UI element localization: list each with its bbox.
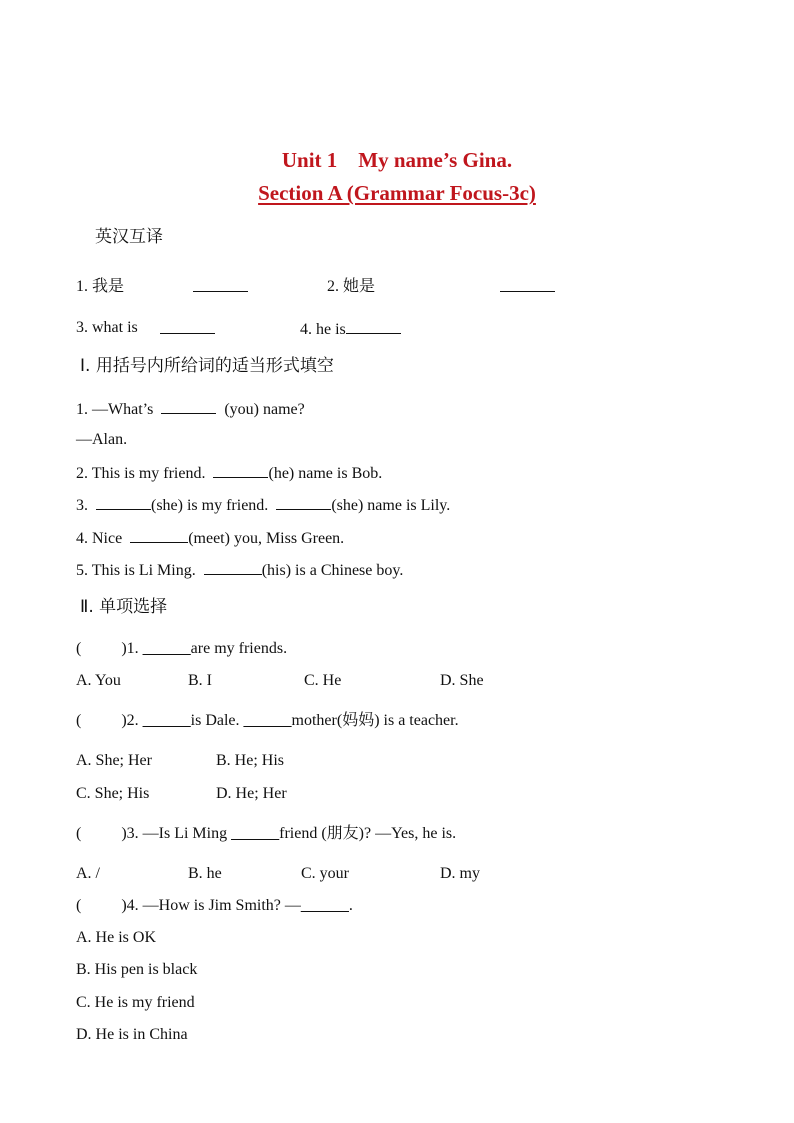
q-text: (she) is my friend.	[151, 497, 269, 514]
option-b[interactable]: B. I	[188, 672, 212, 689]
part2-q4	[76, 896, 353, 916]
option-c[interactable]: C. He is my friend	[76, 994, 195, 1011]
q-text: ) is a teacher.	[374, 712, 459, 729]
item-text: 她是	[343, 276, 376, 295]
option-b[interactable]: B. He; His	[216, 752, 284, 769]
q-text: (his) is a Chinese boy.	[261, 562, 404, 579]
q-text-cn: 朋友	[326, 823, 359, 842]
q-text: 3.	[76, 497, 88, 514]
choice-blank[interactable]: ______	[243, 712, 292, 729]
option-b[interactable]: B. His pen is black	[76, 961, 198, 978]
q-text: 5. This is Li Ming.	[76, 562, 196, 579]
part2-q1	[76, 639, 287, 659]
choice-blank[interactable]: ______	[300, 897, 349, 914]
option-c[interactable]: C. She; His	[76, 785, 150, 802]
vocab-item-3	[76, 318, 138, 338]
item-text: 我是	[92, 276, 125, 295]
vocab-item-2	[327, 276, 375, 297]
part1-q5	[76, 559, 403, 581]
fill-blank[interactable]	[213, 462, 268, 478]
q-prefix: ( )2.	[76, 712, 139, 729]
item-text: he is	[316, 321, 346, 338]
part2-heading: Ⅱ. 单项选择	[80, 597, 168, 617]
option-b[interactable]: B. he	[188, 865, 222, 882]
choice-blank[interactable]: ______	[142, 712, 191, 729]
vocab-blank-3[interactable]	[160, 318, 215, 340]
choice-blank[interactable]: ______	[231, 825, 280, 842]
option-a[interactable]: A. She; Her	[76, 752, 152, 769]
q-prefix: ( )4. —How is Jim Smith? —	[76, 897, 301, 914]
vocab-item-1	[76, 276, 124, 297]
part1-q2	[76, 462, 382, 484]
page-title: Unit 1 My name’s Gina.	[281, 148, 513, 172]
section-subtitle	[0, 180, 794, 206]
part1-heading: Ⅰ. 用括号内所给词的适当形式填空	[80, 356, 334, 376]
q-text: (meet) you, Miss Green.	[188, 530, 345, 547]
q-prefix: ( )3. —Is Li Ming	[76, 825, 228, 842]
q-text: .	[348, 897, 353, 914]
item-number: 1.	[76, 278, 88, 295]
fill-blank[interactable]	[276, 494, 331, 510]
q-text: 4. Nice	[76, 530, 123, 547]
option-d[interactable]: D. He is in China	[76, 1026, 188, 1043]
option-a[interactable]: A. He is OK	[76, 929, 156, 946]
q-prefix: ( )1.	[76, 640, 139, 657]
q-text: (she) name is Lily.	[331, 497, 451, 514]
item-number: 3.	[76, 319, 88, 336]
fill-blank[interactable]	[161, 398, 216, 414]
option-d[interactable]: D. He; Her	[216, 785, 287, 802]
option-a[interactable]: A. You	[76, 672, 121, 689]
q-text-cn: 妈妈	[342, 710, 375, 729]
part1-q1-answer: —Alan.	[76, 431, 128, 448]
vocab-blank-1[interactable]	[193, 276, 248, 298]
option-a[interactable]: A. /	[76, 865, 100, 882]
vocab-heading: 英汉互译	[95, 227, 163, 247]
fill-blank[interactable]	[130, 527, 188, 543]
part2-q2	[76, 710, 459, 731]
q-text: are my friends.	[190, 640, 288, 657]
fill-blank[interactable]	[96, 494, 151, 510]
item-number: 2.	[327, 278, 339, 295]
vocab-blank-4[interactable]	[346, 318, 401, 334]
part1-q1	[76, 398, 305, 420]
q-text: (he) name is Bob.	[268, 465, 383, 482]
q-text: 1. —What’s	[76, 401, 154, 418]
vocab-item-4	[300, 318, 401, 340]
q-text: friend (	[279, 825, 327, 842]
option-d[interactable]: D. my	[440, 865, 480, 882]
part1-q3	[76, 494, 450, 516]
option-c[interactable]: C. your	[301, 865, 349, 882]
q-text: mother(	[291, 712, 343, 729]
item-number: 4.	[300, 321, 312, 338]
section-subtitle-text: Section A (Grammar Focus-3c)	[258, 181, 536, 205]
q-text: (you) name?	[224, 401, 305, 418]
q-text: )? —Yes, he is.	[358, 825, 457, 842]
option-d[interactable]: D. She	[440, 672, 484, 689]
choice-blank[interactable]: ______	[142, 640, 191, 657]
part2-q3	[76, 823, 456, 844]
q-text: is Dale.	[190, 712, 240, 729]
item-text: what is	[92, 319, 138, 336]
q-text: 2. This is my friend.	[76, 465, 206, 482]
part1-q4	[76, 527, 344, 549]
vocab-blank-2[interactable]	[500, 276, 555, 298]
fill-blank[interactable]	[204, 559, 262, 575]
option-c[interactable]: C. He	[304, 672, 342, 689]
